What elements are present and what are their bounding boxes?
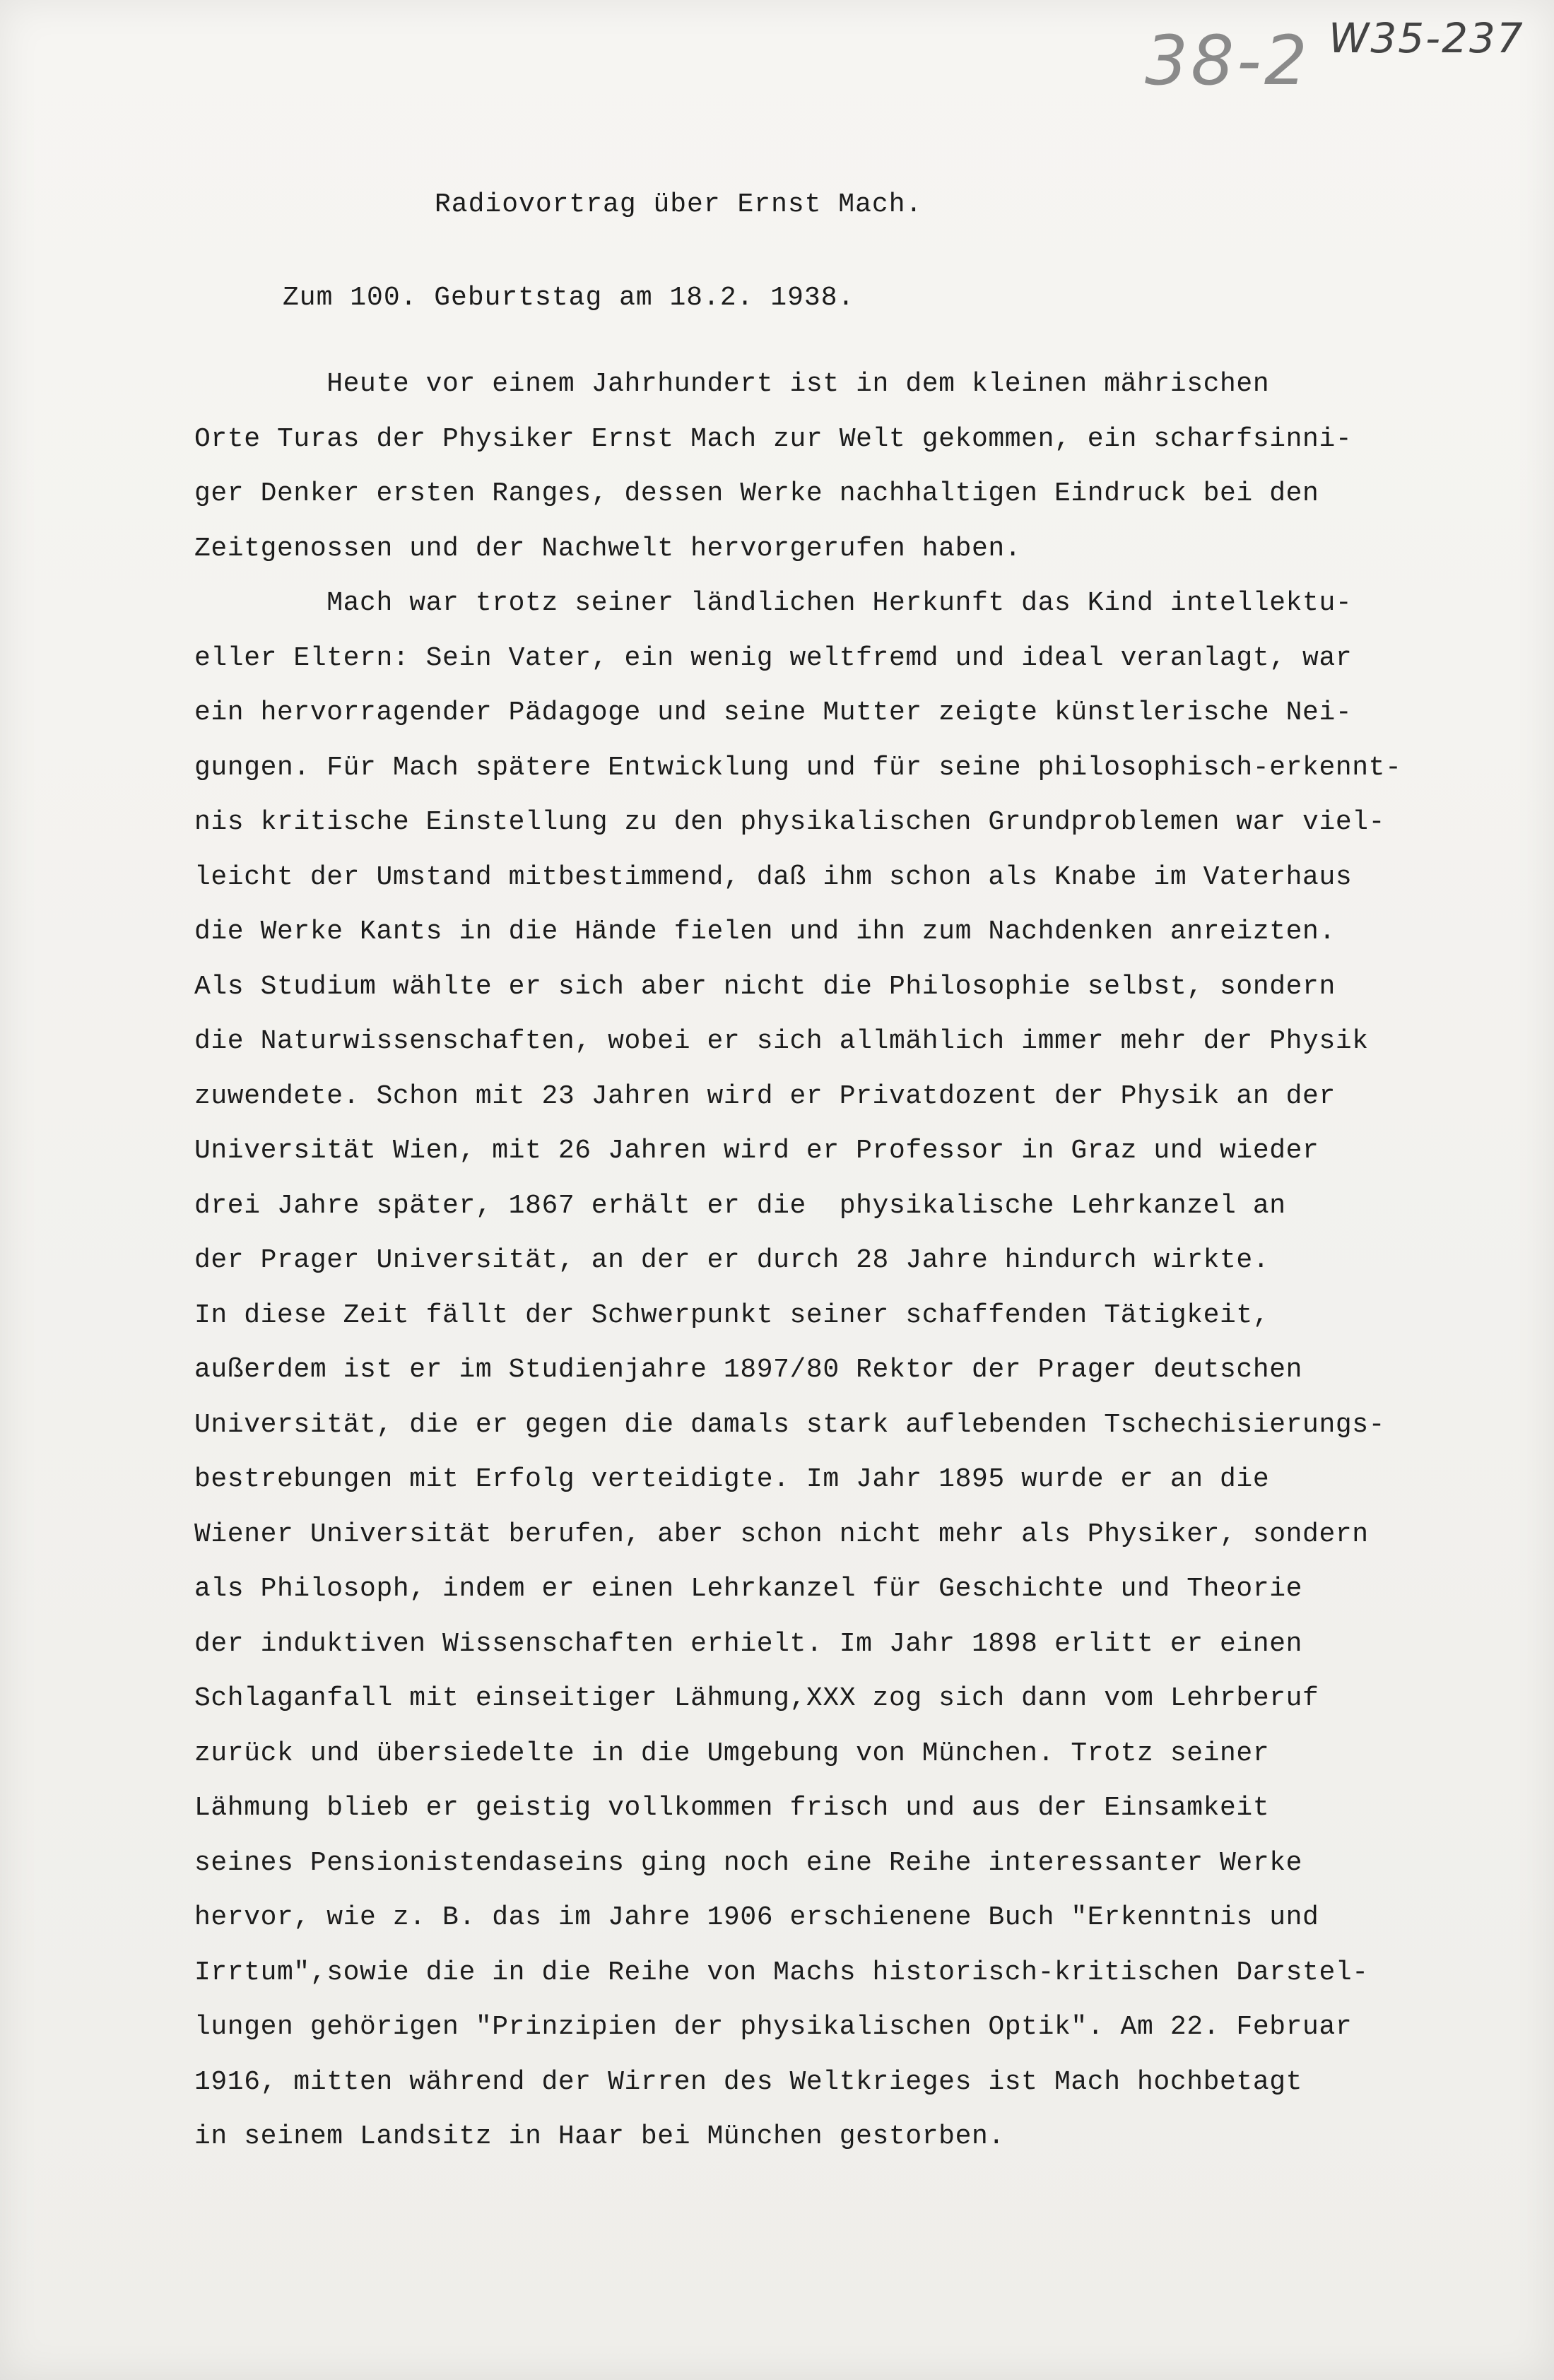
text-line: 1916, mitten während der Wirren des Weltkrieges ist Mach hochbetagt <box>194 2066 1303 2097</box>
text-line: lungen gehörigen "Prinzipien der physikalischen Optik". Am 22. Februar <box>194 2012 1353 2042</box>
text-line: Schlaganfall mit einseitiger Lähmung,XXX zog sich dann vom Lehrberuf <box>194 1683 1319 1714</box>
text-line: gungen. Für Mach spätere Entwicklung und für seine philosophisch-erkennt- <box>194 752 1402 783</box>
text-line: seines Pensionistendaseins ging noch eine Reihe interessanter Werke <box>194 1847 1303 1878</box>
text-line: als Philosoph, indem er einen Lehrkanzel für Geschichte und Theorie <box>194 1574 1303 1604</box>
text-line: die Werke Kants in die Hände fielen und ihn zum Nachdenken anreizten. <box>194 917 1336 947</box>
text-line: bestrebungen mit Erfolg verteidigte. Im Jahr 1895 wurde er an die <box>194 1464 1270 1495</box>
text-line: Mach war trotz seiner ländlichen Herkunft das Kind intellektu- <box>194 588 1353 618</box>
document-title: Radiovortrag über Ernst Mach. <box>435 189 923 220</box>
text-line: Universität, die er gegen die damals stark auflebenden Tschechisierungs- <box>194 1409 1386 1440</box>
reference-code-annotation: W35-237 <box>1329 14 1524 62</box>
text-line: Als Studium wählte er sich aber nicht die Philosophie selbst, sondern <box>194 971 1336 1002</box>
text-line: außerdem ist er im Studienjahre 1897/80 Rektor der Prager deutschen <box>194 1355 1303 1385</box>
text-line: Heute vor einem Jahrhundert ist in dem kleinen mährischen <box>194 369 1270 399</box>
text-line: zuwendete. Schon mit 23 Jahren wird er Privatdozent der Physik an der <box>194 1080 1336 1112</box>
text-line: Zeitgenossen und der Nachwelt hervorgerufen haben. <box>194 533 1022 564</box>
text-line: Orte Turas der Physiker Ernst Mach zur Welt gekommen, ein scharfsinni- <box>194 423 1353 454</box>
text-line: leicht der Umstand mitbestimmend, daß ihm schon als Knabe im Vaterhaus <box>194 861 1353 892</box>
text-line: Universität Wien, mit 26 Jahren wird er Professor in Graz und wieder <box>194 1136 1319 1166</box>
text-line: der Prager Universität, an der er durch 28 Jahre hindurch wirkte. <box>194 1245 1270 1276</box>
archive-number-annotation: 38-2 <box>1145 21 1310 100</box>
text-line: Wiener Universität berufen, aber schon nicht mehr als Physiker, sondern <box>194 1519 1369 1550</box>
text-line: der induktiven Wissenschaften erhielt. Im Jahr 1898 erlitt er einen <box>194 1628 1303 1659</box>
text-line: ein hervorragender Pädagoge und seine Mutter zeigte künstlerische Nei- <box>194 697 1353 728</box>
text-line: drei Jahre später, 1867 erhält er die physikalische Lehrkanzel an <box>194 1190 1286 1221</box>
text-line: zurück und übersiedelte in die Umgebung von München. Trotz seiner <box>194 1738 1270 1769</box>
text-line: Irrtum",sowie die in die Reihe von Machs historisch-kritischen Darstel- <box>194 1957 1369 1988</box>
text-line: nis kritische Einstellung zu den physikalischen Grundproblemen war viel- <box>194 807 1386 837</box>
text-line: die Naturwissenschaften, wobei er sich allmählich immer mehr der Physik <box>194 1026 1369 1056</box>
document-subtitle: Zum 100. Geburtstag am 18.2. 1938. <box>283 283 855 313</box>
text-line: eller Eltern: Sein Vater, ein wenig weltfremd und ideal veranlagt, war <box>194 642 1353 673</box>
text-line: in seinem Landsitz in Haar bei München gestorben. <box>194 2121 1005 2152</box>
text-line: Lähmung blieb er geistig vollkommen frisch und aus der Einsamkeit <box>194 1793 1270 1823</box>
body-text <box>194 357 1438 2164</box>
text-line: In diese Zeit fällt der Schwerpunkt seiner schaffenden Tätigkeit, <box>194 1300 1270 1331</box>
text-line: ger Denker ersten Ranges, dessen Werke nachhaltigen Eindruck bei den <box>194 478 1319 509</box>
text-line: hervor, wie z. B. das im Jahre 1906 erschienene Buch "Erkenntnis und <box>194 1902 1319 1933</box>
